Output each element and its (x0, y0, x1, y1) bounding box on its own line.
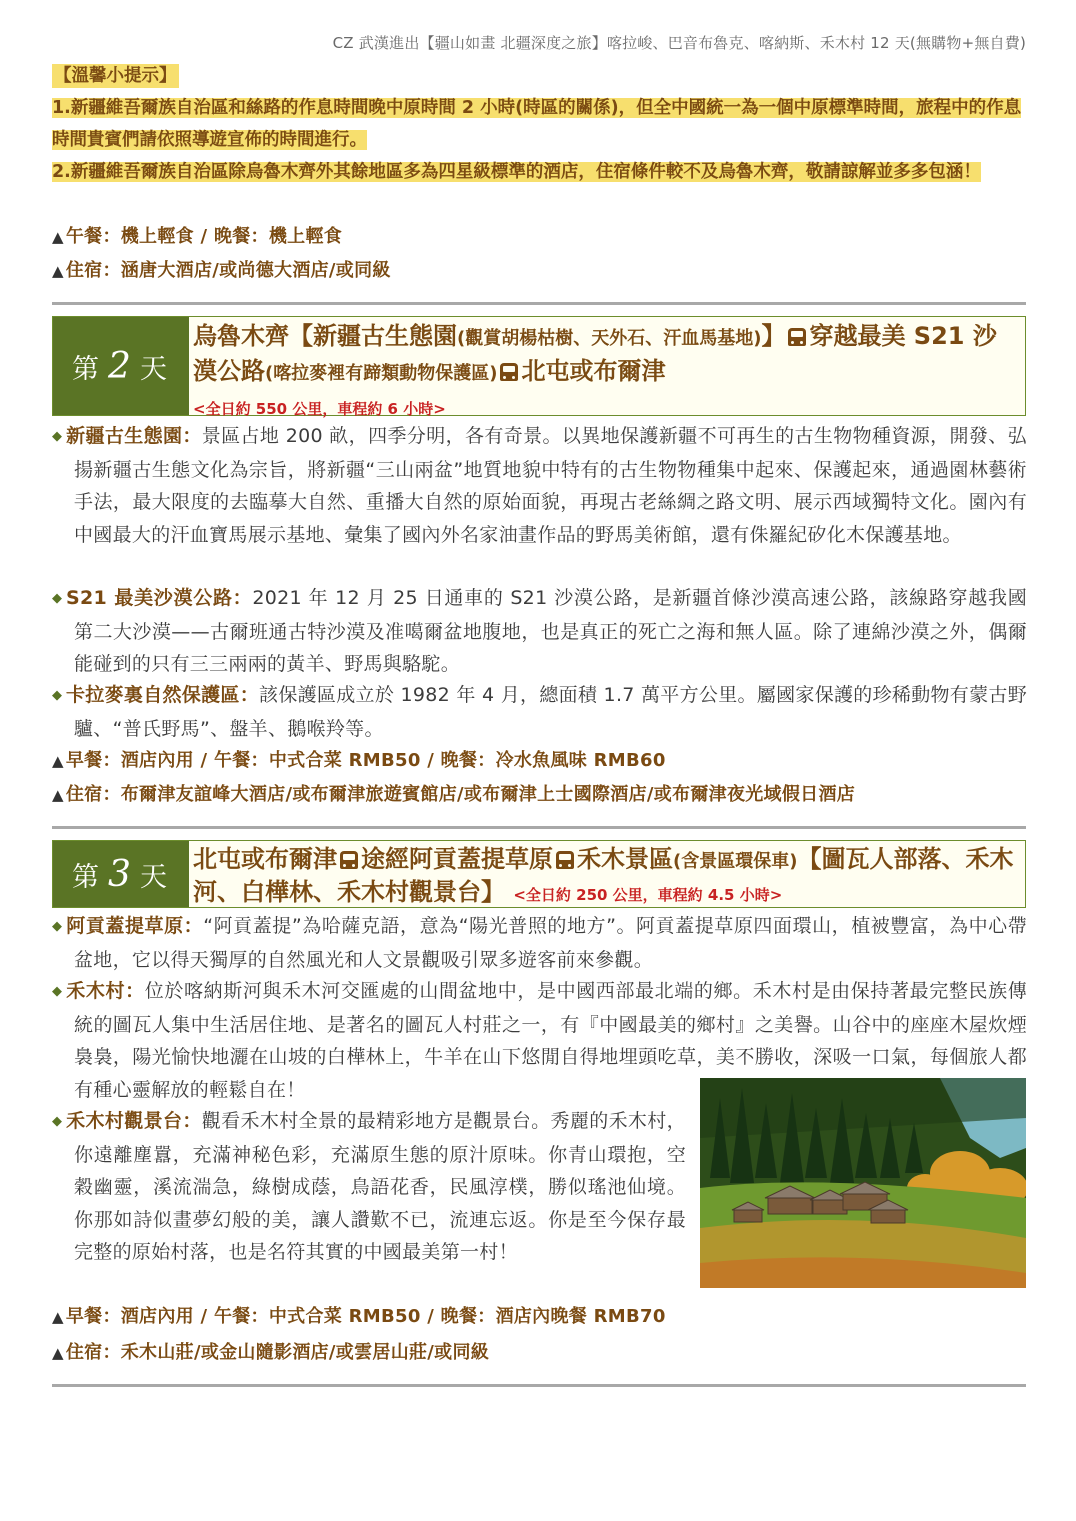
diamond-bullet-icon: ◆ (52, 688, 63, 703)
day2-paragraph-3: ◆ 卡拉麥裏自然保護區：該保護區成立於 1982 年 4 月，總面積 1.7 萬平方公里。屬國家保護的珍稀動物有蒙古野驢、“普氏野馬”、盤羊、鵝喉羚等。 (52, 679, 1027, 745)
day3-paragraph-2: ◆ 禾木村：位於喀納斯河與禾木河交匯處的山間盆地中，是中國西部最北端的鄉。禾木村是由保持著最完整民族傳統的圖瓦人集中生活居住地、是著名的圖瓦人村莊之一，有『中國最美的鄉村』之美譽。山谷中的座座木屋炊煙裊裊，陽光愉快地灑在山坡的白樺林上，牛羊在山下悠閒自得地埋頭吃草，美不勝收，深吸一口氣，每個旅人都有種心靈解放的輕鬆自在！ (52, 975, 1027, 1106)
bus-icon (340, 851, 358, 869)
triangle-bullet-icon: ▲ (52, 786, 64, 804)
triangle-bullet-icon: ▲ (52, 752, 64, 770)
day2-header (52, 316, 1026, 416)
day3-title: 北屯或布爾津 途經阿貢蓋提草原 禾木景區(含景區環保車)【圖瓦人部落、禾木河、白樺林、禾木村觀景台】 <全日約 250 公里，車程約 4.5 小時> (193, 845, 1014, 906)
day3-paragraph-3: ◆ 禾木村觀景台：觀看禾木村全景的最精彩地方是觀景台。秀麗的禾木村，你遠離塵囂，充滿神秘色彩，充滿原生態的原汁原味。你青山環抱，空穀幽靈，溪流湍急，綠樹成蔭，鳥語花香，民風淳樸，勝似瑤池仙境。你那如詩似畫夢幻般的美，讓人讚歎不已，流連忘返。你是至今保存最完整的原始村落，也是名符其實的中國最美第一村！ (52, 1105, 686, 1269)
day3-badge: 第 3 天 (53, 841, 189, 907)
day1-meals: ▲ 午餐：機上輕食 / 晚餐：機上輕食 (52, 226, 343, 247)
day1-hotel: ▲ 住宿：涵唐大酒店/或尚德大酒店/或同級 (52, 260, 391, 281)
day3-header (52, 840, 1026, 908)
diamond-bullet-icon: ◆ (52, 984, 63, 999)
day3-distance: <全日約 250 公里，車程約 4.5 小時> (513, 886, 783, 904)
diamond-bullet-icon: ◆ (52, 1114, 63, 1129)
bus-icon (788, 328, 806, 346)
triangle-bullet-icon: ▲ (52, 262, 64, 280)
day2-title: 烏魯木齊【新疆古生態園(觀賞胡楊枯樹、天外石、汗血馬基地)】 穿越最美 S21 沙漠公路(喀拉麥裡有蹄類動物保護區) 北屯或布爾津 <全日約 550 公里，車程約 6 小時> (193, 322, 997, 418)
diamond-bullet-icon: ◆ (52, 429, 63, 444)
bus-icon (500, 363, 518, 381)
tips-item-1: 1.新疆維吾爾族自治區和絲路的作息時間晚中原時間 2 小時(時區的關係)，但全中國統一為一個中原標準時間，旅程中的作息時間貴賓們請依照導遊宣佈的時間進行。 (52, 98, 1022, 150)
day2-paragraph-1: ◆ 新疆古生態園：景區占地 200 畝，四季分明，各有奇景。以異地保護新疆不可再生的古生物物種資源，開發、弘揚新疆古生態文化為宗旨，將新疆“三山兩盆”地質地貌中特有的古生物物種集中起來、保護起來，通過園林藝術手法，最大限度的去臨摹大自然、重播大自然的原始面貌，再現古老絲綢之路文明、展示西域獨特文化。園內有中國最大的汗血寶馬展示基地、彙集了國內外名家油畫作品的野馬美術館，還有侏羅紀矽化木保護基地。 (52, 420, 1027, 551)
section-divider (52, 826, 1026, 829)
diamond-bullet-icon: ◆ (52, 919, 63, 934)
triangle-bullet-icon: ▲ (52, 228, 64, 246)
triangle-bullet-icon: ▲ (52, 1308, 64, 1326)
day2-hotel: ▲ 住宿：布爾津友誼峰大酒店/或布爾津旅遊賓館店/或布爾津上士國際酒店/或布爾津夜光域假日酒店 (52, 784, 856, 805)
day3-hotel: ▲ 住宿：禾木山莊/或金山隨影酒店/或雲居山莊/或同級 (52, 1342, 490, 1363)
day3-paragraph-1: ◆ 阿貢蓋提草原：“阿貢蓋提”為哈薩克語，意為“陽光普照的地方”。阿貢蓋提草原四面環山，植被豐富，為中心帶盆地，它以得天獨厚的自然風光和人文景觀吸引眾多遊客前來參觀。 (52, 910, 1027, 976)
day3-meals: ▲ 早餐：酒店內用 / 午餐：中式合菜 RMB50 / 晚餐：酒店內晚餐 RMB70 (52, 1306, 666, 1327)
day2-distance: <全日約 550 公里，車程約 6 小時> (193, 400, 446, 418)
tips-title: 【溫馨小提示】 (54, 66, 177, 86)
triangle-bullet-icon: ▲ (52, 1344, 64, 1362)
document-header: CZ 武漢進出【疆山如畫 北疆深度之旅】喀拉峻、巴音布魯克、喀納斯、禾木村 12 天(無購物+無自費) (332, 34, 1026, 52)
section-divider (52, 302, 1026, 305)
day2-badge: 第 2 天 (53, 317, 189, 415)
tips-block (52, 60, 1027, 188)
day2-meals: ▲ 早餐：酒店內用 / 午餐：中式合菜 RMB50 / 晚餐：冷水魚風味 RMB60 (52, 750, 666, 771)
tips-item-2: 2.新疆維吾爾族自治區除烏魯木齊外其餘地區多為四星級標準的酒店，住宿條件較不及烏魯木齊，敬請諒解並多多包涵！ (52, 162, 981, 182)
diamond-bullet-icon: ◆ (52, 591, 63, 606)
bus-icon (556, 851, 574, 869)
section-divider (52, 1384, 1026, 1387)
day2-paragraph-2: ◆ S21 最美沙漠公路：2021 年 12 月 25 日通車的 S21 沙漠公路，是新疆首條沙漠高速公路，該線路穿越我國第二大沙漠——古爾班通古特沙漠及准噶爾盆地腹地，也是真正的死亡之海和無人區。除了連綿沙漠之外，偶爾能碰到的只有三三兩兩的黃羊、野馬與駱駝。 (52, 582, 1027, 681)
hemu-village-photo (700, 1078, 1026, 1288)
